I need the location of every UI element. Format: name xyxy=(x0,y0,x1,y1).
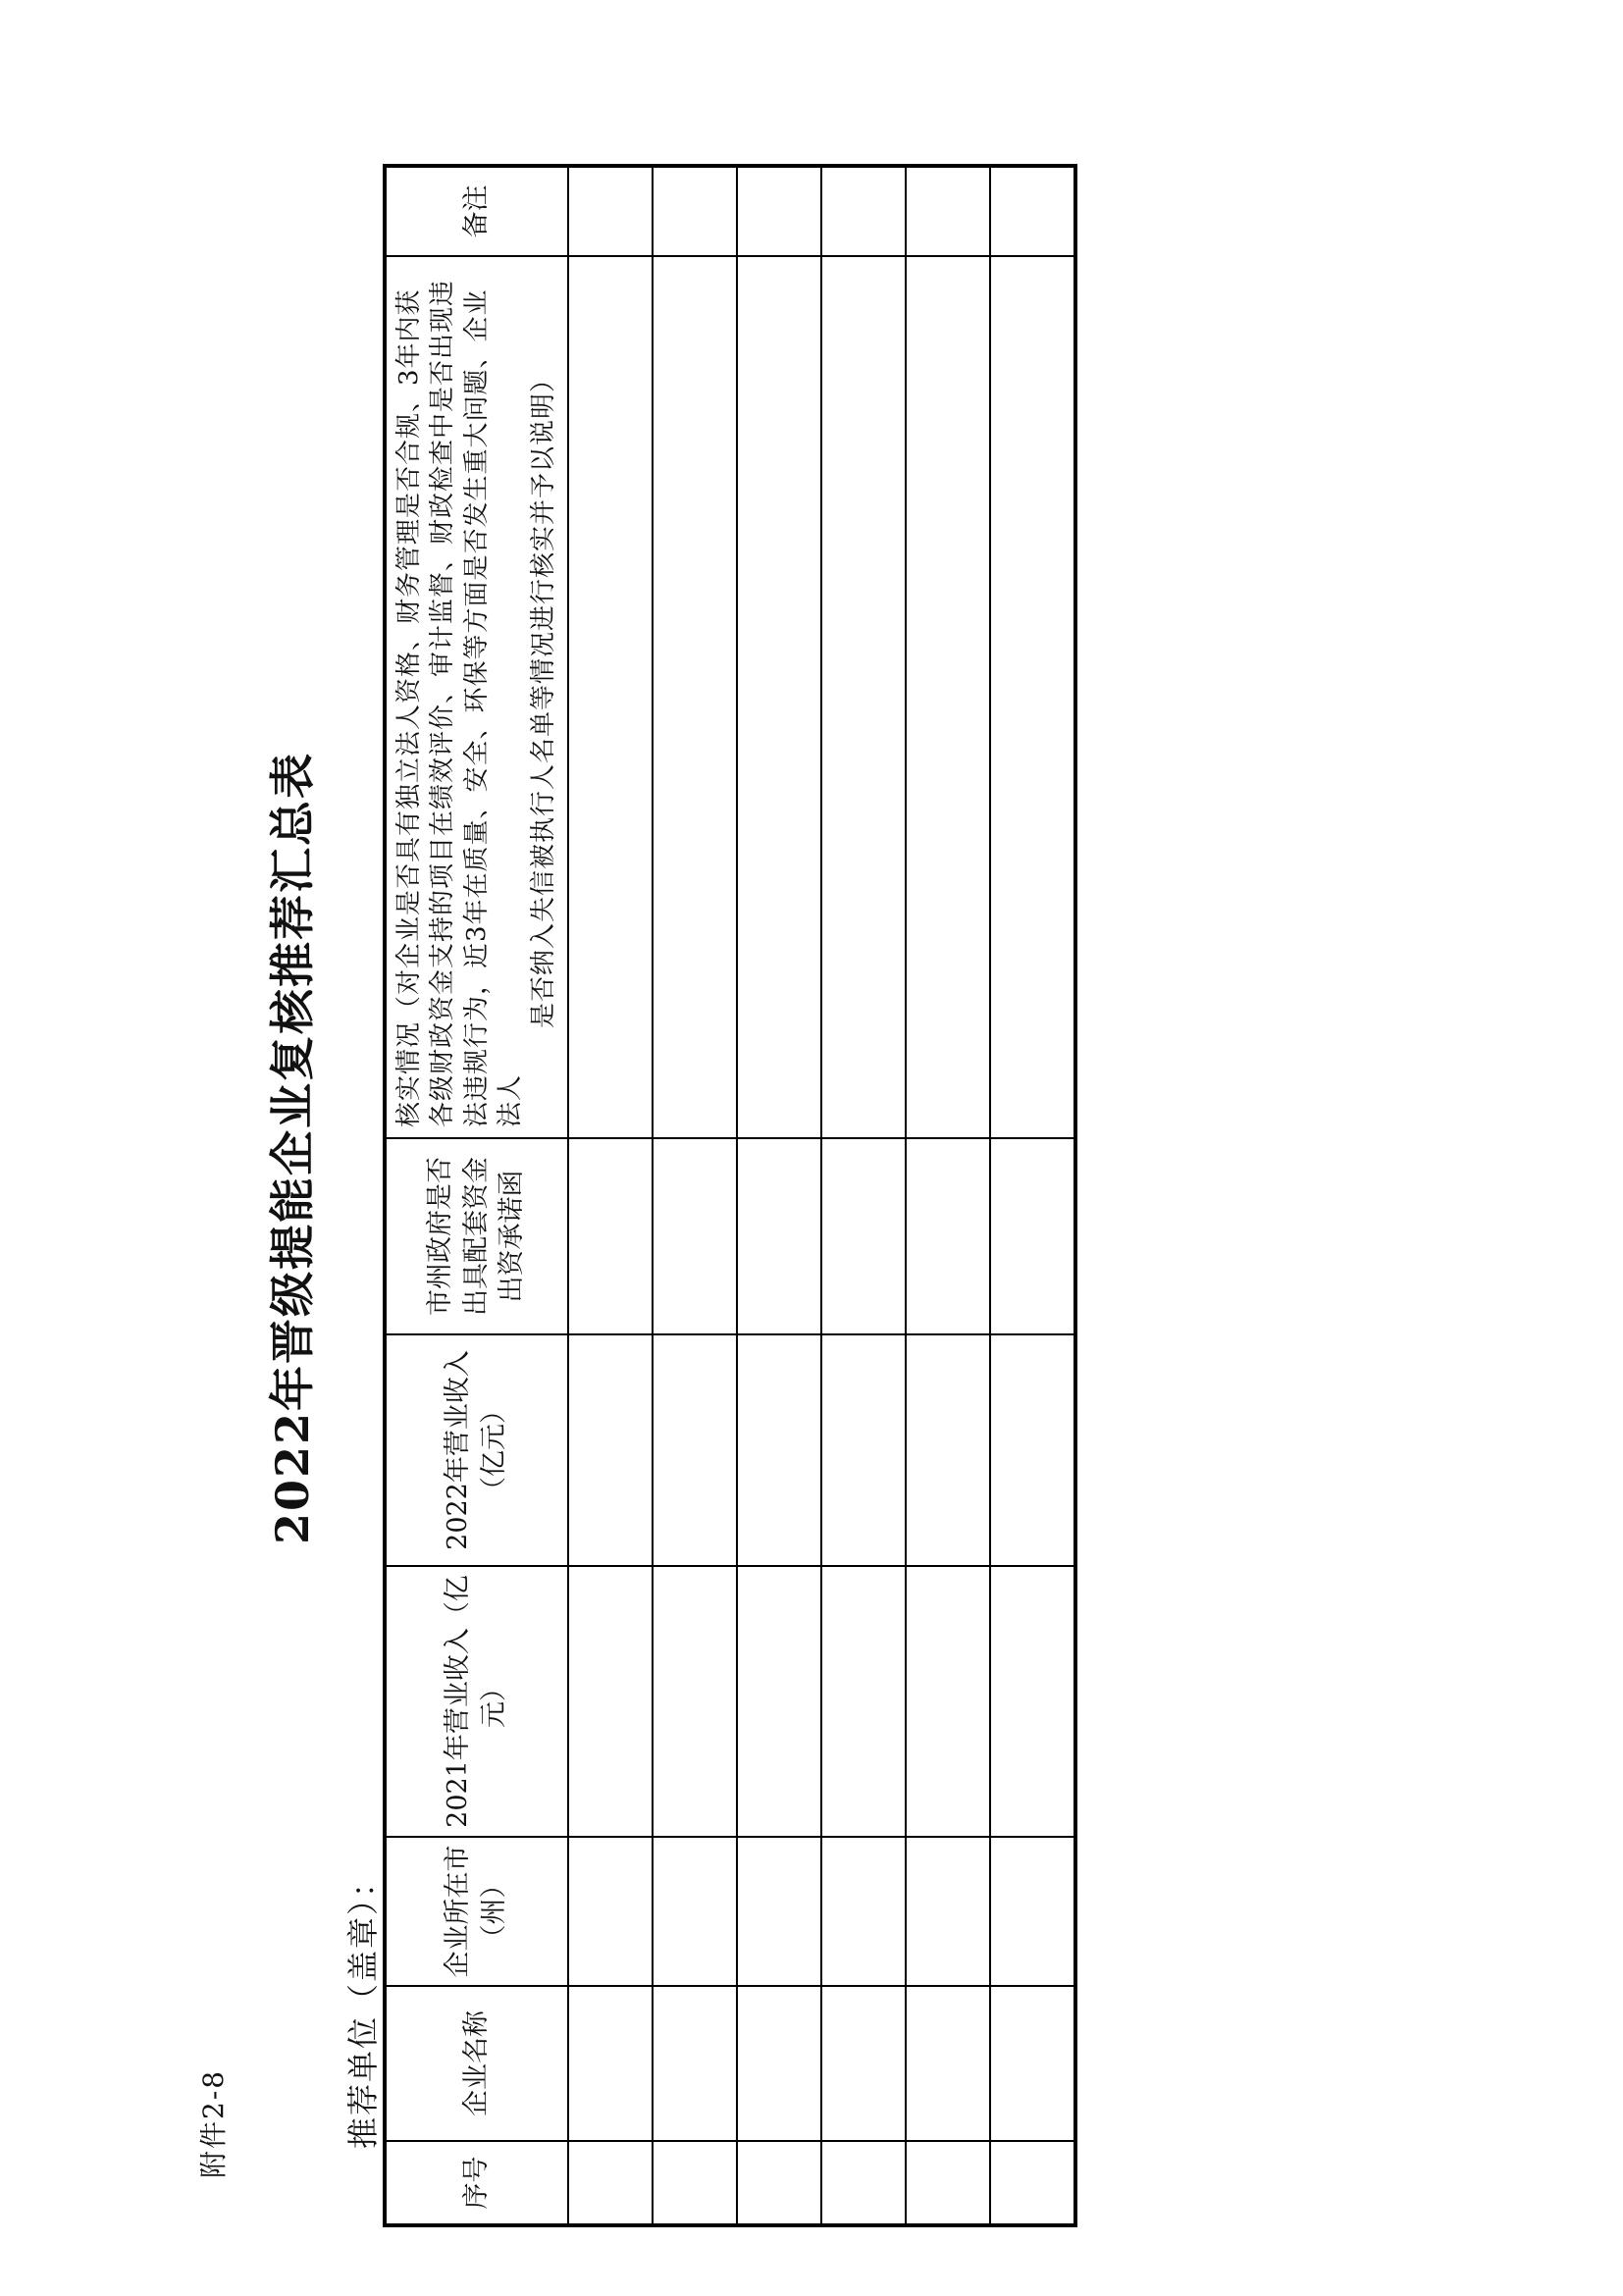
table-cell xyxy=(821,256,906,1138)
table-row xyxy=(653,166,737,2225)
table-cell xyxy=(653,166,737,256)
col-header-remarks: 备注 xyxy=(385,166,568,256)
recommending-unit-label: 推荐单位（盖章）： xyxy=(344,1863,382,2149)
table-cell xyxy=(568,1334,653,1566)
col-header-verification xyxy=(385,256,568,1138)
table-cell xyxy=(821,1138,906,1334)
table-cell xyxy=(906,1334,990,1566)
table-cell xyxy=(821,1837,906,1986)
table-cell xyxy=(906,2141,990,2225)
table-cell xyxy=(990,1334,1075,1566)
table-cell xyxy=(737,166,821,256)
table-cell xyxy=(737,1566,821,1837)
table-cell xyxy=(906,1566,990,1837)
table-cell xyxy=(737,1837,821,1986)
table-cell xyxy=(990,1986,1075,2141)
col-header-city: 企业所在市（州） xyxy=(385,1837,568,1986)
table-cell xyxy=(568,1138,653,1334)
table-row xyxy=(906,166,990,2225)
table-row xyxy=(990,166,1075,2225)
table-body xyxy=(568,166,1075,2225)
table-cell xyxy=(568,1986,653,2141)
attachment-label: 附件2-8 xyxy=(197,2068,230,2178)
table-cell xyxy=(990,1138,1075,1334)
table-header-row xyxy=(385,166,568,2225)
table-cell xyxy=(737,1986,821,2141)
summary-table xyxy=(383,164,1077,2227)
table-cell xyxy=(906,1138,990,1334)
table-cell xyxy=(990,2141,1075,2225)
table-cell xyxy=(821,1566,906,1837)
table-cell xyxy=(906,1837,990,1986)
table-cell xyxy=(737,256,821,1138)
table-cell xyxy=(906,256,990,1138)
col-header-revenue-2022: 2022年营业收入（亿元） xyxy=(385,1334,568,1566)
verification-header-text: 核实情况（对企业是否具有独立法人资格、财务管理是否合规、3年内获各级财政资金支持的项目在绩效评价、审计监督、财政检查中是否出现违法违规行为，近3年在质量、安全、环保等方面是否发生重大问题、企业法人 xyxy=(394,279,525,1127)
table-cell xyxy=(737,1138,821,1334)
document-title: 2022年晋级提能企业复核推荐汇总表 xyxy=(266,751,319,1545)
table-cell xyxy=(906,166,990,256)
table-cell xyxy=(737,1334,821,1566)
table-cell xyxy=(990,1837,1075,1986)
table-row xyxy=(737,166,821,2225)
table-cell xyxy=(568,256,653,1138)
table-cell xyxy=(568,2141,653,2225)
table-cell xyxy=(653,1986,737,2141)
table-cell xyxy=(906,1986,990,2141)
table-cell xyxy=(568,1837,653,1986)
table-cell xyxy=(821,2141,906,2225)
col-header-revenue-2021: 2021年营业收入（亿元） xyxy=(385,1566,568,1837)
col-header-company-name: 企业名称 xyxy=(385,1986,568,2141)
verification-header-last-line: 是否纳入失信被执行人名单等情况进行核实并予以说明） xyxy=(529,366,559,1029)
table-cell xyxy=(653,256,737,1138)
table-cell xyxy=(821,166,906,256)
table-cell xyxy=(737,2141,821,2225)
table-cell xyxy=(653,1334,737,1566)
table-cell xyxy=(821,1334,906,1566)
table-cell xyxy=(990,166,1075,256)
table-cell xyxy=(568,1566,653,1837)
table-cell xyxy=(653,2141,737,2225)
table-cell xyxy=(568,166,653,256)
table-cell xyxy=(653,1837,737,1986)
table-cell xyxy=(990,1566,1075,1837)
table-cell xyxy=(821,1986,906,2141)
table-cell xyxy=(990,256,1075,1138)
table-row xyxy=(568,166,653,2225)
col-header-matching-funds: 市州政府是否出具配套资金出资承诺函 xyxy=(385,1138,568,1334)
table-cell xyxy=(653,1566,737,1837)
table-row xyxy=(821,166,906,2225)
table-cell xyxy=(653,1138,737,1334)
col-header-serial: 序号 xyxy=(385,2141,568,2225)
